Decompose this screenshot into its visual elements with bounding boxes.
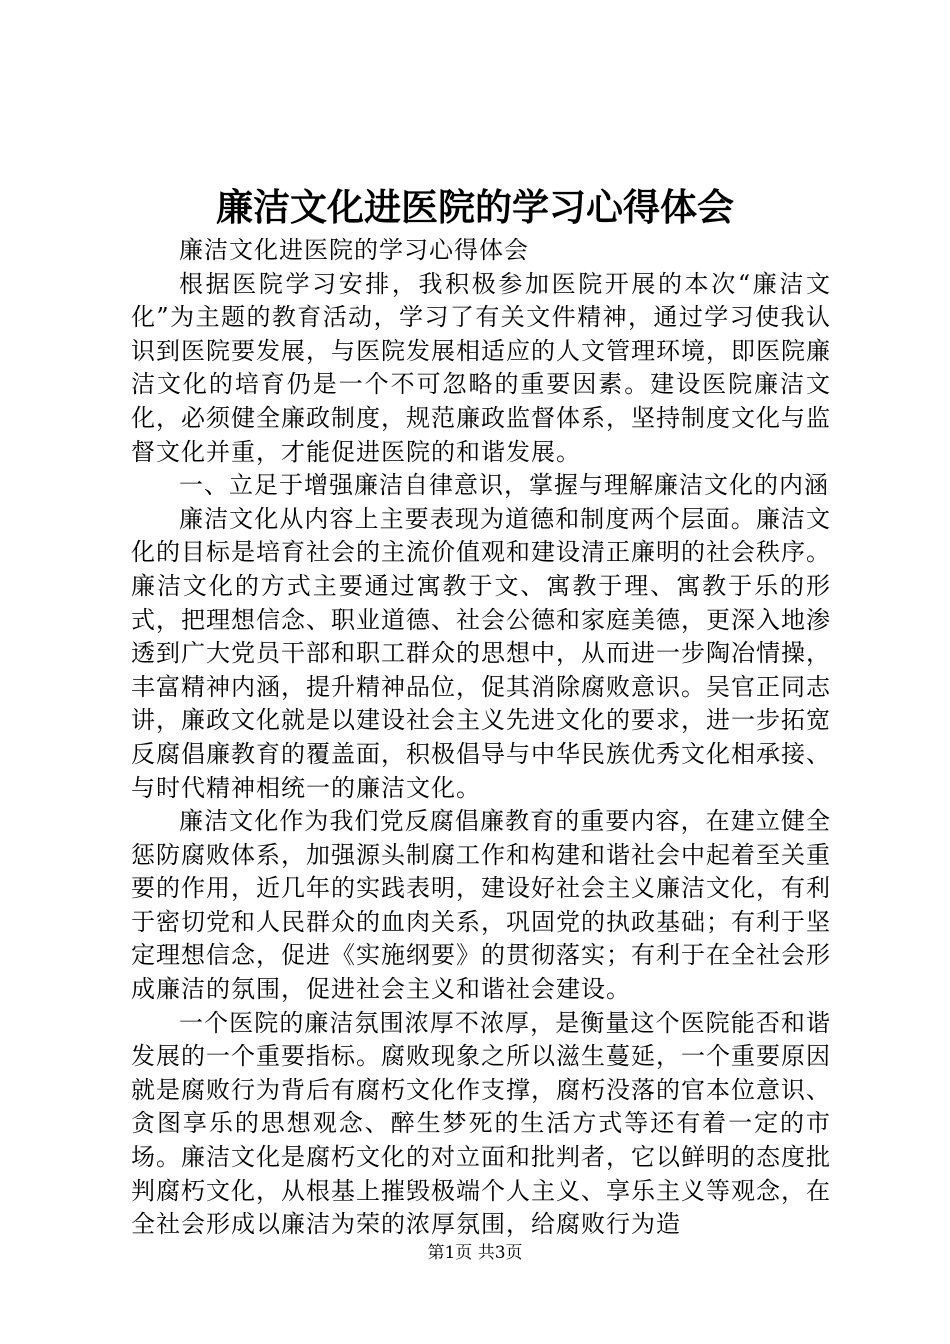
- page-number-footer: 第1页 共3页: [427, 1243, 523, 1263]
- paragraph-intro: 根据医院学习安排，我积极参加医院开展的本次“廉洁文化”为主题的教育活动，学习了有关文件精神，通过学习使我认识到医院要发展，与医院发展相适应的人文管理环境，即医院廉洁文化的培育仍是一个不可忽略的重要因素。建设医院廉洁文化，必须健全廉政制度，规范廉政监督体系，坚持制度文化与监督文化并重，才能促进医院的和谐发展。: [131, 269, 831, 466]
- paragraph: 一个医院的廉洁氛围浓厚不浓厚，是衡量这个医院能否和谐发展的一个重要指标。腐败现象之所以滋生蔓延，一个重要原因就是腐败行为背后有腐朽文化作支撑，腐朽没落的官本位意识、贪图享乐的思想观念、醉生梦死的生活方式等还有着一定的市场。廉洁文化是腐朽文化的对立面和批判者，它以鲜明的态度批判腐朽文化，从根基上摧毁极端个人主义、享乐主义等观念，在全社会形成以廉洁为荣的浓厚氛围，给腐败行为造: [131, 1008, 831, 1239]
- section-heading-1: 一、立足于增强廉洁自律意识，掌握与理解廉洁文化的内涵: [179, 471, 829, 500]
- document-title: 廉洁文化进医院的学习心得体会: [216, 185, 734, 229]
- document-body: [131, 234, 831, 1242]
- paragraph: 廉洁文化从内容上主要表现为道德和制度两个层面。廉洁文化的目标是培育社会的主流价值观和建设清正廉明的社会秩序。廉洁文化的方式主要通过寓教于文、寓教于理、寓教于乐的形式，把理想信念、职业道德、社会公德和家庭美德，更深入地渗透到广大党员干部和职工群众的思想中，从而进一步陶冶情操，丰富精神内涵，提升精神品位，促其消除腐败意识。吴官正同志讲，廉政文化就是以建设社会主义先进文化的要求，进一步拓宽反腐倡廉教育的覆盖面，积极倡导与中华民族优秀文化相承接、与时代精神相统一的廉洁文化。: [131, 504, 831, 802]
- paragraph-subtitle: 廉洁文化进医院的学习心得体会: [179, 236, 529, 264]
- paragraph: 廉洁文化作为我们党反腐倡廉教育的重要内容，在建立健全惩防腐败体系，加强源头制腐工作和构建和谐社会中起着至关重要的作用，近几年的实践表明，建设好社会主义廉洁文化，有利于密切党和人民群众的血肉关系，巩固党的执政基础；有利于坚定理想信念，促进《实施纲要》的贯彻落实；有利于在全社会形成廉洁的氛围，促进社会主义和谐社会建设。: [131, 807, 831, 1004]
